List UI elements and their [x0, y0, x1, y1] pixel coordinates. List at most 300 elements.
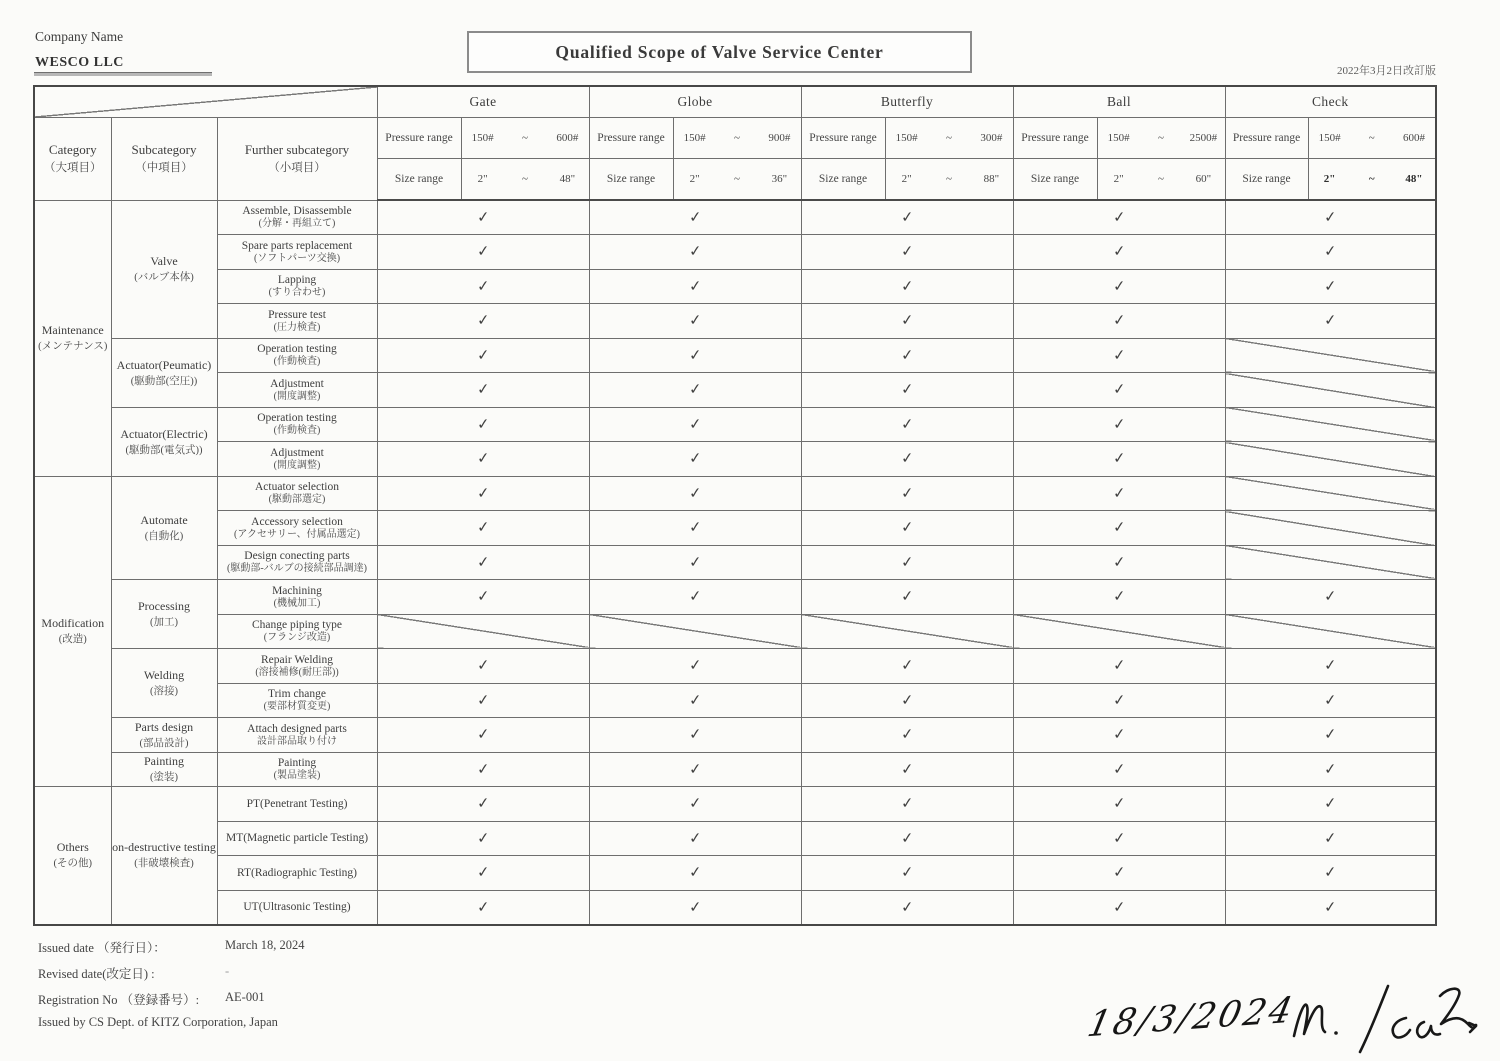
pressure-range-values: [673, 117, 801, 158]
checkmark-icon: ✓: [1112, 278, 1126, 296]
checkmark-icon: ✓: [1112, 830, 1126, 848]
crossed-out-cell: [1225, 442, 1436, 477]
check-cell: [589, 683, 801, 718]
checkmark-icon: ✓: [1112, 347, 1126, 365]
issued-by-text: Issued by CS Dept. of KITZ Corporation, Japan: [38, 1015, 278, 1029]
pressure-min: 150#: [1318, 131, 1341, 144]
check-cell: [377, 373, 589, 408]
check-cell: [589, 752, 801, 787]
check-cell: [801, 821, 1013, 856]
signature-icon: [1288, 982, 1478, 1054]
checkmark-icon: ✓: [1323, 278, 1338, 296]
table-row: [34, 787, 1436, 822]
size-range-values: [673, 158, 801, 200]
further-subcategory-cell: Spare parts replacement (ソフトパーツ交換): [217, 235, 377, 270]
pressure-min: 150#: [471, 131, 494, 144]
check-cell: [1013, 683, 1225, 718]
check-cell: [1013, 235, 1225, 270]
checkmark-icon: ✓: [688, 519, 702, 537]
size-range-label: Size range: [377, 158, 461, 200]
further-subcategory-cell: Attach designed parts 設計部品取り付け: [217, 718, 377, 753]
revised-date-label: Revised date(改定日) :: [38, 967, 155, 981]
handwritten-date: 18/3/2024: [1083, 990, 1299, 1046]
checkmark-icon: ✓: [476, 312, 490, 330]
checkmark-icon: ✓: [1112, 519, 1126, 537]
further-subcategory-cell: Machining (機械加工): [217, 580, 377, 615]
check-cell: [1225, 649, 1436, 684]
checkmark-icon: ✓: [476, 485, 490, 503]
further-subcategory-cell: RT(Radiographic Testing): [217, 856, 377, 891]
checkmark-icon: ✓: [1112, 588, 1126, 606]
size-range-label: Size range: [1013, 158, 1097, 200]
checkmark-icon: ✓: [688, 485, 702, 503]
size-range-label: Size range: [801, 158, 885, 200]
check-cell: [1013, 200, 1225, 235]
checkmark-icon: ✓: [1112, 692, 1126, 710]
check-cell: [801, 269, 1013, 304]
check-cell: [1013, 338, 1225, 373]
checkmark-icon: ✓: [1323, 588, 1338, 606]
checkmark-icon: ✓: [688, 899, 702, 916]
checkmark-icon: ✓: [688, 243, 702, 261]
tilde: ~: [1158, 172, 1164, 185]
size-range-values: [461, 158, 589, 200]
check-cell: [801, 200, 1013, 235]
registration-label: Registration No （登録番号）:: [38, 993, 200, 1007]
check-cell: [1013, 407, 1225, 442]
check-cell: [589, 200, 801, 235]
check-cell: [1013, 787, 1225, 822]
check-cell: [1013, 580, 1225, 615]
check-cell: [589, 442, 801, 477]
table-row: [34, 580, 1436, 615]
subcategory-cell: Valve (バルブ本体): [111, 200, 217, 338]
check-cell: [589, 476, 801, 511]
check-cell: [801, 511, 1013, 546]
document-title: Qualified Scope of Valve Service Center: [555, 41, 884, 62]
crossed-out-cell: [1225, 373, 1436, 408]
check-cell: [589, 545, 801, 580]
valve-name-header: Check: [1225, 86, 1436, 117]
size-range-values: [1308, 158, 1436, 200]
tilde: ~: [734, 172, 740, 185]
pressure-range-values: [461, 117, 589, 158]
checkmark-icon: ✓: [900, 726, 914, 744]
checkmark-icon: ✓: [1323, 726, 1338, 744]
registration-value: AE-001: [225, 990, 265, 1004]
check-cell: [1013, 718, 1225, 753]
check-cell: [1225, 683, 1436, 718]
check-cell: [377, 856, 589, 891]
checkmark-icon: ✓: [1323, 864, 1338, 882]
table-row: [34, 338, 1436, 373]
check-cell: [1013, 649, 1225, 684]
table-row: [34, 614, 1436, 649]
check-cell: [377, 890, 589, 925]
check-cell: [801, 718, 1013, 753]
check-cell: [377, 200, 589, 235]
checkmark-icon: ✓: [476, 278, 490, 296]
pressure-min: 150#: [895, 131, 918, 144]
subcategory-cell: Painting (塗装): [111, 752, 217, 787]
footer-revised-date: [38, 964, 230, 982]
check-cell: [377, 718, 589, 753]
check-cell: [801, 235, 1013, 270]
pressure-range-values: [1308, 117, 1436, 158]
table-row: [34, 476, 1436, 511]
further-subcategory-cell: Operation testing (作動検査): [217, 338, 377, 373]
tilde: ~: [1368, 172, 1375, 185]
issued-date-value: March 18, 2024: [225, 938, 305, 952]
size-min: 2": [1113, 172, 1124, 185]
checkmark-icon: ✓: [688, 795, 702, 813]
category-cell: Others (その他): [34, 787, 111, 925]
check-cell: [377, 821, 589, 856]
check-cell: [377, 442, 589, 477]
checkmark-icon: ✓: [476, 243, 490, 261]
check-cell: [377, 476, 589, 511]
check-cell: [1013, 890, 1225, 925]
checkmark-icon: ✓: [1323, 795, 1338, 813]
subcategory-cell: on-destructive testing (非破壊検査): [111, 787, 217, 925]
pressure-max: 600#: [1402, 131, 1425, 144]
checkmark-icon: ✓: [476, 416, 490, 434]
company-name-underline: [34, 72, 212, 76]
checkmark-icon: ✓: [1112, 485, 1126, 503]
table-row: [34, 200, 1436, 235]
checkmark-icon: ✓: [688, 726, 702, 744]
check-cell: [801, 545, 1013, 580]
further-subcategory-cell: Design conecting parts (駆動部-バルブの接続部品調達): [217, 545, 377, 580]
check-cell: [801, 580, 1013, 615]
size-max: 36": [771, 172, 788, 185]
checkmark-icon: ✓: [476, 899, 490, 916]
check-cell: [1013, 373, 1225, 408]
checkmark-icon: ✓: [900, 692, 914, 710]
check-cell: [1225, 269, 1436, 304]
checkmark-icon: ✓: [900, 795, 914, 813]
pressure-min: 150#: [1107, 131, 1130, 144]
check-cell: [589, 787, 801, 822]
company-name-value: WESCO LLC: [35, 55, 124, 70]
checkmark-icon: ✓: [688, 450, 702, 468]
tilde: ~: [1368, 131, 1375, 144]
check-cell: [377, 683, 589, 718]
check-cell: [1013, 545, 1225, 580]
checkmark-icon: ✓: [476, 450, 490, 468]
size-range-values: [1097, 158, 1225, 200]
check-cell: [801, 683, 1013, 718]
further-subcategory-cell: Lapping (すり合わせ): [217, 269, 377, 304]
check-cell: [589, 890, 801, 925]
check-cell: [1013, 476, 1225, 511]
further-subcategory-cell: Actuator selection (駆動部選定): [217, 476, 377, 511]
further-subcategory-cell: Repair Welding (溶接補修(耐圧部)): [217, 649, 377, 684]
check-cell: [1225, 304, 1436, 339]
further-subcategory-cell: Operation testing (作動検査): [217, 407, 377, 442]
check-cell: [1225, 856, 1436, 891]
size-range-label: Size range: [589, 158, 673, 200]
pressure-range-values: [1097, 117, 1225, 158]
table-row: [34, 304, 1436, 339]
table-row: [34, 269, 1436, 304]
table-row: [34, 235, 1436, 270]
checkmark-icon: ✓: [476, 519, 490, 537]
checkmark-icon: ✓: [900, 761, 914, 779]
table-row: [34, 373, 1436, 408]
further-subcategory-cell: Adjustment (開度調整): [217, 442, 377, 477]
checkmark-icon: ✓: [688, 657, 702, 675]
checkmark-icon: ✓: [1323, 243, 1338, 261]
checkmark-icon: ✓: [476, 795, 490, 813]
size-min: 2": [477, 172, 488, 185]
pressure-range-label: Pressure range: [1013, 117, 1097, 158]
subcategory-cell: Processing (加工): [111, 580, 217, 649]
checkmark-icon: ✓: [476, 761, 490, 779]
check-cell: [801, 890, 1013, 925]
checkmark-icon: ✓: [1323, 761, 1338, 779]
pressure-range-label: Pressure range: [589, 117, 673, 158]
check-cell: [801, 304, 1013, 339]
checkmark-icon: ✓: [1323, 209, 1338, 227]
table-row: [34, 545, 1436, 580]
size-max: 60": [1195, 172, 1212, 185]
crossed-out-cell: [1225, 511, 1436, 546]
crossed-out-cell: [801, 614, 1013, 649]
subcategory-cell: Actuator(Electric) (駆動部(電気式)): [111, 407, 217, 476]
check-cell: [801, 442, 1013, 477]
checkmark-icon: ✓: [900, 830, 914, 848]
check-cell: [377, 511, 589, 546]
further-subcategory-cell: UT(Ultrasonic Testing): [217, 890, 377, 925]
size-min: 2": [901, 172, 912, 185]
revision-note: 2022年3月2日改訂版: [1337, 65, 1436, 77]
pressure-range-label: Pressure range: [1225, 117, 1308, 158]
check-cell: [589, 338, 801, 373]
footer-registration: [38, 990, 265, 1008]
check-cell: [589, 718, 801, 753]
checkmark-icon: ✓: [688, 312, 702, 330]
checkmark-icon: ✓: [688, 554, 702, 572]
checkmark-icon: ✓: [476, 554, 490, 572]
check-cell: [589, 511, 801, 546]
table-row: [34, 856, 1436, 891]
category-cell: Maintenance (メンテナンス): [34, 200, 111, 476]
table-row: [34, 407, 1436, 442]
further-subcategory-cell: PT(Penetrant Testing): [217, 787, 377, 822]
further-subcategory-header: Further subcategory （小項目）: [217, 117, 377, 200]
crossed-out-cell: [589, 614, 801, 649]
table-row: [34, 649, 1436, 684]
check-cell: [1013, 442, 1225, 477]
table-row: [34, 442, 1436, 477]
checkmark-icon: ✓: [1112, 864, 1126, 882]
check-cell: [377, 545, 589, 580]
crossed-out-cell: [377, 614, 589, 649]
check-cell: [377, 407, 589, 442]
checkmark-icon: ✓: [1112, 209, 1126, 227]
check-cell: [589, 373, 801, 408]
check-cell: [589, 269, 801, 304]
further-subcategory-cell: Accessory selection (アクセサリー、付属品選定): [217, 511, 377, 546]
checkmark-icon: ✓: [900, 864, 914, 882]
subcategory-cell: Welding (溶接): [111, 649, 217, 718]
checkmark-icon: ✓: [900, 209, 914, 227]
checkmark-icon: ✓: [1323, 692, 1338, 710]
issued-date-label: Issued date （発行日）：: [38, 941, 166, 955]
size-min: 2": [1323, 172, 1336, 185]
checkmark-icon: ✓: [688, 347, 702, 365]
checkmark-icon: ✓: [1112, 450, 1126, 468]
check-cell: [1013, 304, 1225, 339]
further-subcategory-cell: Change piping type (フランジ改造): [217, 614, 377, 649]
category-cell: Modification (改造): [34, 476, 111, 787]
checkmark-icon: ✓: [1112, 554, 1126, 572]
checkmark-icon: ✓: [476, 657, 490, 675]
valve-name-header: Gate: [377, 86, 589, 117]
checkmark-icon: ✓: [688, 830, 702, 848]
further-subcategory-cell: Assemble, Disassemble (分解・再組立て): [217, 200, 377, 235]
check-cell: [589, 580, 801, 615]
pressure-range-label: Pressure range: [377, 117, 461, 158]
size-max: 48": [1405, 172, 1423, 185]
check-cell: [377, 787, 589, 822]
table-row: [34, 683, 1436, 718]
revised-date-value: -: [225, 964, 230, 978]
checkmark-icon: ✓: [1112, 381, 1126, 399]
checkmark-icon: ✓: [476, 864, 490, 882]
subcategory-header: Subcategory （中項目）: [111, 117, 217, 200]
checkmark-icon: ✓: [476, 209, 490, 227]
check-cell: [589, 856, 801, 891]
check-cell: [377, 649, 589, 684]
check-cell: [801, 752, 1013, 787]
check-cell: [801, 787, 1013, 822]
checkmark-icon: ✓: [1323, 830, 1338, 848]
checkmark-icon: ✓: [688, 381, 702, 399]
valve-name-header: Ball: [1013, 86, 1225, 117]
pressure-max: 2500#: [1189, 131, 1218, 144]
check-cell: [1225, 718, 1436, 753]
checkmark-icon: ✓: [688, 209, 702, 227]
check-cell: [1225, 235, 1436, 270]
checkmark-icon: ✓: [900, 381, 914, 399]
subcategory-cell: Parts design (部品設計): [111, 718, 217, 753]
tilde: ~: [522, 131, 528, 144]
further-subcategory-cell: Trim change (要部材質変更): [217, 683, 377, 718]
table-row: [34, 821, 1436, 856]
crossed-out-cell: [1225, 614, 1436, 649]
checkmark-icon: ✓: [688, 416, 702, 434]
check-cell: [377, 235, 589, 270]
pressure-max: 300#: [980, 131, 1003, 144]
checkmark-icon: ✓: [900, 485, 914, 503]
checkmark-icon: ✓: [900, 416, 914, 434]
check-cell: [589, 821, 801, 856]
checkmark-icon: ✓: [1112, 899, 1126, 916]
check-cell: [1225, 752, 1436, 787]
check-cell: [377, 752, 589, 787]
check-cell: [1225, 787, 1436, 822]
size-max: 48": [559, 172, 576, 185]
check-cell: [801, 407, 1013, 442]
footer-issued-by: [38, 1015, 278, 1030]
pressure-range-values: [885, 117, 1013, 158]
crossed-out-cell: [1225, 338, 1436, 373]
pressure-min: 150#: [683, 131, 706, 144]
tilde: ~: [946, 172, 952, 185]
size-range-values: [885, 158, 1013, 200]
size-range-label: Size range: [1225, 158, 1308, 200]
crossed-out-cell: [1225, 476, 1436, 511]
header-row-pressure: [34, 117, 1436, 158]
check-cell: [801, 476, 1013, 511]
pressure-range-label: Pressure range: [801, 117, 885, 158]
corner-diagonal-cell: [34, 86, 377, 117]
check-cell: [1225, 200, 1436, 235]
table-row: [34, 511, 1436, 546]
checkmark-icon: ✓: [1112, 761, 1126, 779]
title-box: [467, 31, 972, 73]
checkmark-icon: ✓: [900, 554, 914, 572]
check-cell: [589, 649, 801, 684]
tilde: ~: [522, 172, 528, 185]
checkmark-icon: ✓: [900, 899, 914, 916]
checkmark-icon: ✓: [900, 243, 914, 261]
checkmark-icon: ✓: [1112, 243, 1126, 261]
check-cell: [589, 407, 801, 442]
table-row: [34, 752, 1436, 787]
check-cell: [589, 304, 801, 339]
valve-name-header: Globe: [589, 86, 801, 117]
table-row: [34, 890, 1436, 925]
checkmark-icon: ✓: [1112, 726, 1126, 744]
checkmark-icon: ✓: [900, 588, 914, 606]
footer-issued-date: [38, 938, 305, 956]
check-cell: [801, 649, 1013, 684]
company-name-label: Company Name: [35, 29, 124, 44]
checkmark-icon: ✓: [1112, 312, 1126, 330]
further-subcategory-cell: Pressure test (圧力検査): [217, 304, 377, 339]
checkmark-icon: ✓: [900, 312, 914, 330]
checkmark-icon: ✓: [1112, 416, 1126, 434]
checkmark-icon: ✓: [476, 347, 490, 365]
check-cell: [1013, 269, 1225, 304]
check-cell: [801, 338, 1013, 373]
check-cell: [1225, 821, 1436, 856]
crossed-out-cell: [1013, 614, 1225, 649]
checkmark-icon: ✓: [900, 278, 914, 296]
valve-name-header: Butterfly: [801, 86, 1013, 117]
tilde: ~: [734, 131, 740, 144]
pressure-max: 600#: [556, 131, 579, 144]
check-cell: [801, 856, 1013, 891]
size-min: 2": [689, 172, 700, 185]
check-cell: [377, 338, 589, 373]
size-max: 88": [983, 172, 1000, 185]
check-cell: [377, 580, 589, 615]
check-cell: [1013, 856, 1225, 891]
qualified-scope-table: [33, 85, 1437, 926]
checkmark-icon: ✓: [688, 588, 702, 606]
check-cell: [1225, 890, 1436, 925]
checkmark-icon: ✓: [476, 726, 490, 744]
tilde: ~: [1158, 131, 1164, 144]
checkmark-icon: ✓: [688, 864, 702, 882]
subcategory-cell: Actuator(Peumatic) (駆動部(空圧)): [111, 338, 217, 407]
checkmark-icon: ✓: [688, 278, 702, 296]
checkmark-icon: ✓: [900, 347, 914, 365]
